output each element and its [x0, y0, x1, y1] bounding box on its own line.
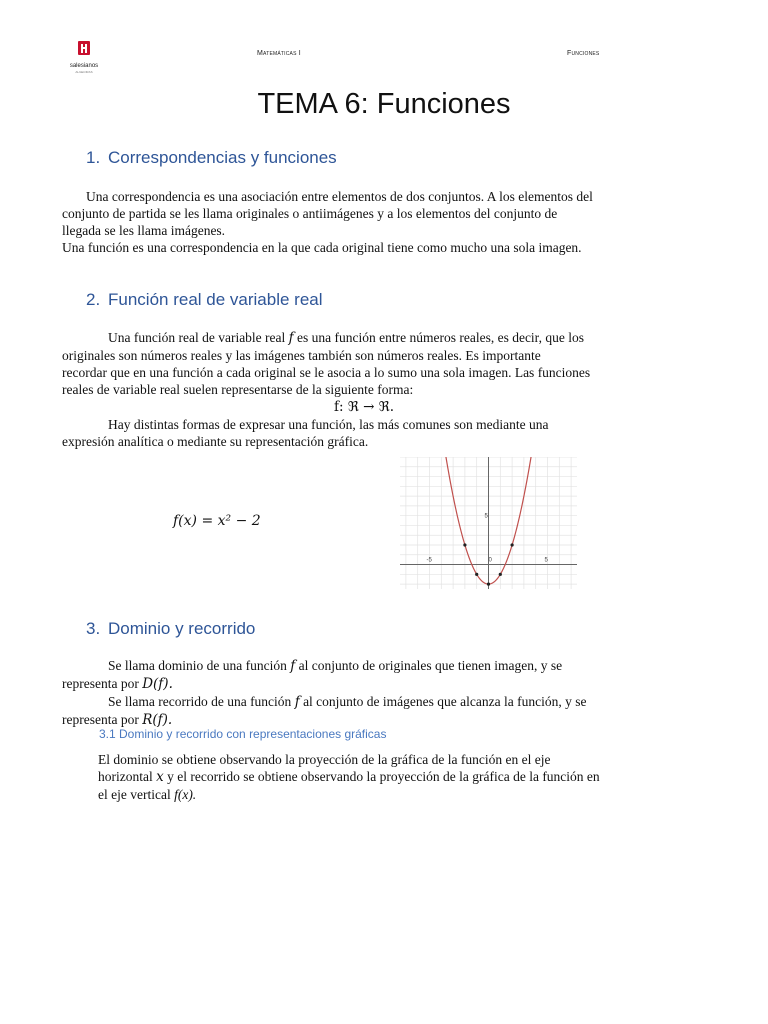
paragraph-line: reales de variable real suelen representarse de la siguiente forma:: [62, 382, 414, 397]
paragraph-line: El dominio se obtiene observando la proyección de la gráfica de la función en el eje: [98, 752, 551, 767]
graph-point: [511, 543, 514, 546]
paragraph-line: recordar que en una función a cada original se le asocia a lo sumo una sola imagen. Las funciones: [62, 365, 591, 380]
y-tick-label: 5: [484, 513, 488, 520]
section-title: Función real de variable real: [108, 290, 323, 309]
section-title: Dominio y recorrido: [108, 619, 256, 638]
x-tick-label: 0: [488, 557, 492, 564]
paragraph-line: Una función real de variable real f es una función entre números reales, es decir, que los: [108, 330, 585, 346]
header-left: Matemáticas I: [257, 50, 301, 57]
paragraph-line: representa por R(f).: [62, 712, 173, 728]
x-tick-label: -5: [426, 557, 432, 564]
paragraph-line: Se llama recorrido de una función f al conjunto de imágenes que alcanza la función, y se: [108, 694, 587, 710]
paragraph-line: llegada se les llama imágenes.: [62, 223, 226, 238]
graph-point: [487, 583, 490, 586]
section-2-heading: [86, 290, 323, 310]
paragraph-line: el eje vertical f(x).: [98, 787, 197, 802]
subsection-3-1-heading: 3.1 Dominio y recorrido con representaciones gráficas: [99, 727, 387, 741]
paragraph-line: conjunto de partida se les llama originales o antiimágenes y a los elementos del conjunto de: [62, 206, 558, 221]
paragraph-line: Hay distintas formas de expresar una función, las más comunes son mediante una: [108, 417, 549, 432]
logo-text: salesianos: [69, 63, 99, 69]
graph-point: [475, 573, 478, 576]
header-right: Funciones: [567, 50, 600, 57]
section-3-body: [62, 657, 722, 729]
section-number: 1.: [86, 148, 101, 167]
salesianos-logo-icon: [64, 40, 104, 58]
logo-subtext: ALGECIRAS: [75, 70, 93, 74]
school-logo: [64, 40, 104, 74]
graph-point: [463, 543, 466, 546]
paragraph-line: Una correspondencia es una asociación entre elementos de dos conjuntos. A los elementos del: [86, 189, 593, 204]
paragraph-line: Se llama dominio de una función f al conjunto de originales que tienen imagen, y se: [108, 658, 563, 674]
section-1-heading: [86, 148, 337, 168]
paragraph-line: Una función es una correspondencia en la que cada original tiene como mucho una sola imagen.: [62, 240, 582, 255]
subsection-3-1-body: [98, 751, 718, 803]
section-1-body: [62, 188, 722, 256]
paragraph-line: representa por D(f).: [62, 676, 173, 692]
paragraph-line: horizontal x y el recorrido se obtiene observando la proyección de la gráfica de la función en: [98, 769, 600, 785]
paragraph-line: expresión analítica o mediante su representación gráfica.: [62, 434, 369, 449]
section-number: 2.: [86, 290, 101, 309]
function-graph: [400, 457, 577, 589]
function-formula: f(x) = x² − 2: [173, 513, 261, 529]
section-2-body: [62, 329, 722, 450]
graph-point: [499, 573, 502, 576]
section-number: 3.: [86, 619, 101, 638]
section-3-heading: [86, 619, 255, 639]
x-tick-label: 5: [544, 557, 548, 564]
page-title: TEMA 6: Funciones: [257, 88, 511, 120]
paragraph-line: originales son números reales y las imágenes también son números reales. Es importante: [62, 348, 541, 363]
section-title: Correspondencias y funciones: [108, 148, 337, 167]
mapping-formula: f: ℜ → ℜ.: [334, 399, 394, 415]
